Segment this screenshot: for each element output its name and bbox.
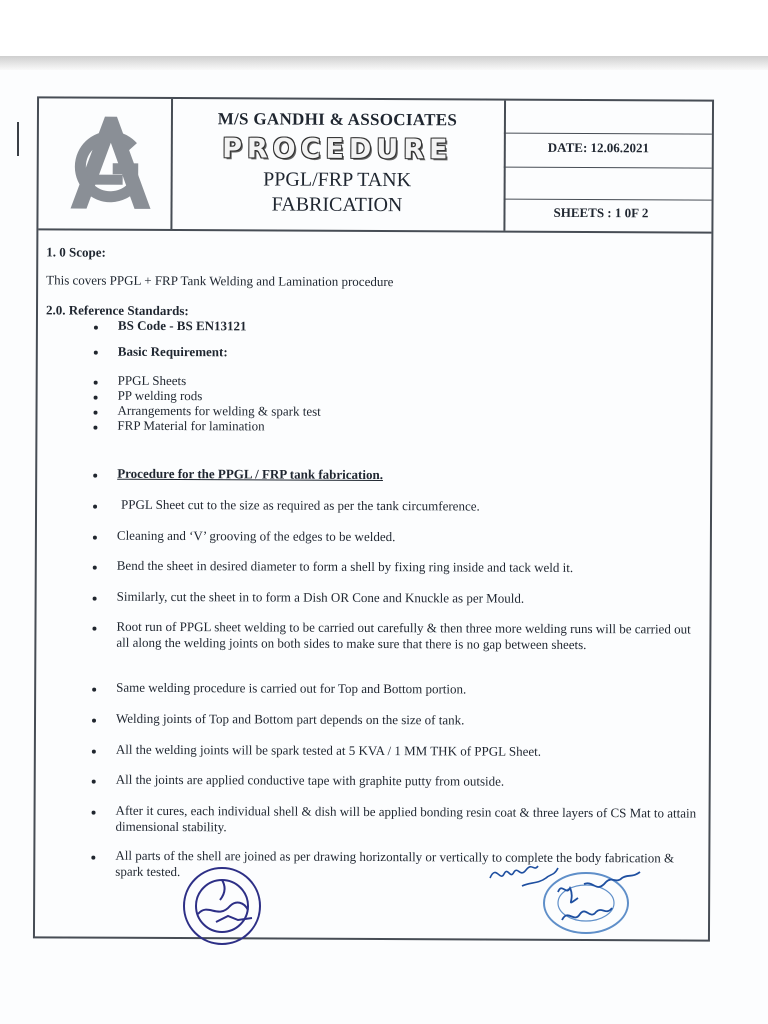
meta-divider <box>504 199 712 201</box>
meta-divider <box>504 167 712 169</box>
reference-heading: 2.0. Reference Standards: <box>45 302 189 319</box>
bullet <box>94 326 98 330</box>
procedure-step: Similarly, cut the sheet in to form a Dish OR Cone and Knuckle as per Mould. <box>116 588 525 606</box>
document-title <box>170 167 503 219</box>
basic-requirement-heading: Basic Requirement: <box>117 343 228 360</box>
bullet <box>92 780 96 784</box>
scope-text: This covers PPGL + FRP Tank Welding and Lamination procedure <box>46 272 394 290</box>
procedure-step: Welding joints of Top and Bottom part depends on the size of tank. <box>115 710 465 728</box>
procedure-step: After it cures, each individual shell & dish will be applied bonding resin coat & three layers of CS Mat to attain dimensional stability. <box>115 802 697 835</box>
bs-code: BS Code - BS EN13121 <box>117 317 247 334</box>
sheet-count: SHEETS : 1 0F 2 <box>553 204 649 221</box>
procedure-step: All parts of the shell are joined as per drawing horizontally or vertically to complete the body fabrication & spark tested. <box>115 847 675 880</box>
bullet <box>94 411 98 415</box>
scope-heading: 1. 0 Scope: <box>46 244 106 260</box>
logo-cell <box>38 98 173 229</box>
document-type: PROCEDURE <box>222 133 453 166</box>
meta-cell <box>503 101 712 232</box>
procedure-step: PPGL Sheet cut to the size as required as per the tank circumference. <box>121 496 480 514</box>
bullet <box>92 688 96 692</box>
ga-logo-icon <box>56 112 152 212</box>
document-date: DATE: 12.06.2021 <box>547 139 650 156</box>
document-header <box>38 98 712 233</box>
bullet <box>93 426 97 430</box>
document-title-line1: PPGL/FRP TANK <box>263 168 412 192</box>
requirement-item: PP welding rods <box>117 387 203 404</box>
procedure-heading: Procedure for the PPGL / FRP tank fabrication. <box>117 465 384 483</box>
procedure-step: All the welding joints will be spark tested at 5 KVA / 1 MM THK of PPGL Sheet. <box>115 741 542 759</box>
bullet <box>93 597 97 601</box>
bullet <box>94 381 98 385</box>
procedure-step: Same welding procedure is carried out for Top and Bottom portion. <box>116 679 467 697</box>
procedure-step: All the joints are applied conductive tape with graphite putty from outside. <box>115 771 505 789</box>
bullet <box>93 536 97 540</box>
bullet <box>94 396 98 400</box>
requirement-item: Arrangements for welding & spark test <box>117 402 321 419</box>
bullet <box>92 627 96 631</box>
company-name: M/S GANDHI & ASSOCIATES <box>217 109 458 130</box>
signature-approved <box>548 862 660 932</box>
bullet <box>92 811 96 815</box>
bullet <box>94 351 98 355</box>
bullet <box>92 719 96 723</box>
procedure-document <box>33 96 714 941</box>
bullet <box>93 566 97 570</box>
procedure-step: Bend the sheet in desired diameter to form a shell by fixing ring inside and tack weld it. <box>116 557 574 575</box>
scan-mark <box>17 122 19 156</box>
meta-divider <box>504 133 712 135</box>
title-cell <box>170 99 506 231</box>
bullet <box>93 505 97 509</box>
requirement-item: FRP Material for lamination <box>117 417 265 434</box>
procedure-step: Root run of PPGL sheet welding to be carried out carefully & then three more welding runs will be carried out all along the welding joints on both sides to make sure that there is no gap between sheets. <box>116 618 691 653</box>
bullet <box>92 750 96 754</box>
bullet <box>91 856 95 860</box>
requirement-item: PPGL Sheets <box>117 372 187 389</box>
document-title-line2: FABRICATION <box>271 193 403 217</box>
company-seal-stamp <box>178 862 270 954</box>
bullet <box>93 474 97 478</box>
procedure-step: Cleaning and ‘V’ grooving of the edges to be welded. <box>116 527 396 545</box>
